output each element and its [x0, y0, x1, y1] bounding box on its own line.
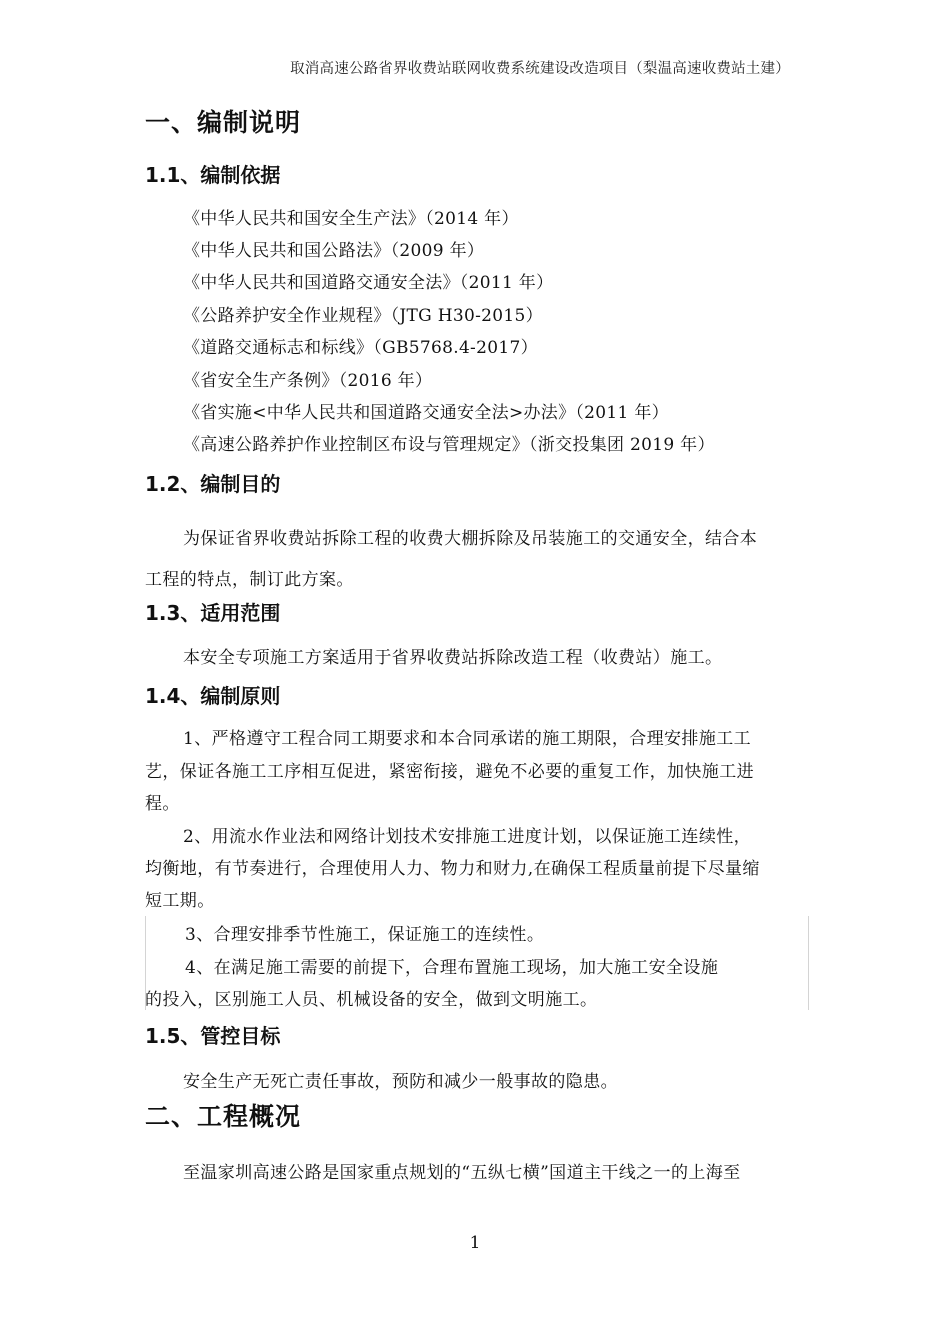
- target-heading: 1.5、管控目标: [145, 1024, 281, 1048]
- margin-rule-right: [808, 916, 809, 1010]
- principle-line: 程。: [145, 794, 180, 814]
- scope-line: 本安全专项施工方案适用于省界收费站拆除改造工程（收费站）施工。: [183, 648, 723, 668]
- purpose-line: 工程的特点，制订此方案。: [145, 570, 354, 590]
- reference-item: 《公路养护安全作业规程》（JTG H30-2015）: [183, 306, 543, 326]
- reference-item: 《省安全生产条例》（2016 年）: [183, 371, 433, 391]
- target-line: 安全生产无死亡责任事故，预防和减少一般事故的隐患。: [183, 1072, 618, 1092]
- principle-line: 1、严格遵守工程合同工期要求和本合同承诺的施工期限，合理安排施工工: [183, 729, 752, 749]
- principle-line: 的投入，区别施工人员、机械设备的安全，做到文明施工。: [145, 990, 598, 1010]
- reference-item: 《省实施<中华人民共和国道路交通安全法>办法》（2011 年）: [183, 403, 669, 423]
- purpose-heading: 1.2、编制目的: [145, 472, 281, 496]
- principle-line: 艺，保证各施工工序相互促进，紧密衔接，避免不必要的重复工作，加快施工进: [145, 762, 754, 782]
- principles-heading: 1.4、编制原则: [145, 684, 281, 708]
- reference-item: 《中华人民共和国公路法》（2009 年）: [183, 241, 485, 261]
- principle-line: 4、在满足施工需要的前提下，合理布置施工现场，加大施工安全设施: [185, 958, 719, 978]
- purpose-line: 为保证省界收费站拆除工程的收费大棚拆除及吊装施工的交通安全，结合本: [183, 529, 758, 549]
- principle-line: 3、合理安排季节性施工，保证施工的连续性。: [185, 925, 545, 945]
- reference-item: 《中华人民共和国道路交通安全法》（2011 年）: [183, 273, 554, 293]
- overview-line: 至温家圳高速公路是国家重点规划的“五纵七横”国道主干线之一的上海至: [183, 1163, 741, 1183]
- reference-item: 《中华人民共和国安全生产法》（2014 年）: [183, 209, 519, 229]
- page-number: 1: [469, 1233, 481, 1253]
- section2-heading: 二、工程概况: [145, 1102, 302, 1131]
- scope-heading: 1.3、适用范围: [145, 601, 281, 625]
- running-header: 取消高速公路省界收费站联网收费系统建设改造项目（梨温高速收费站土建）: [290, 61, 790, 77]
- principle-line: 均衡地，有节奏进行，合理使用人力、物力和财力,在确保工程质量前提下尽量缩: [145, 859, 760, 879]
- reference-item: 《道路交通标志和标线》（GB5768.4-2017）: [183, 338, 538, 358]
- section1-heading: 一、编制说明: [145, 108, 302, 137]
- basis-heading: 1.1、编制依据: [145, 163, 281, 187]
- principle-line: 2、用流水作业法和网络计划技术安排施工进度计划，以保证施工连续性，: [183, 827, 752, 847]
- reference-item: 《高速公路养护作业控制区布设与管理规定》（浙交投集团 2019 年）: [183, 435, 715, 455]
- principle-line: 短工期。: [145, 891, 215, 911]
